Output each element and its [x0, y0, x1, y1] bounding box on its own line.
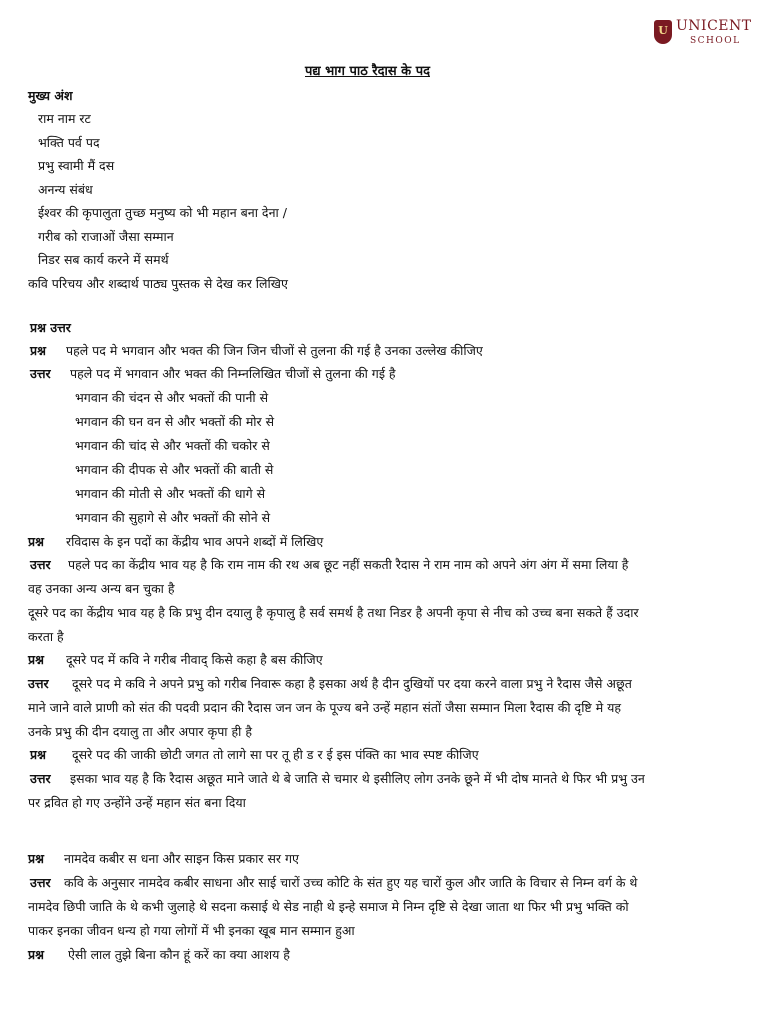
qa-label: प्रश्न [28, 652, 44, 667]
qa-line [28, 533, 323, 551]
qa-line [30, 365, 396, 383]
qa-label: उत्तर [28, 676, 49, 691]
qa-text: इसका भाव यह है कि रैदास अछूत माने जाते थे बे जाति से चमार थे इसीलिए लोग उनके छूने में भी दोष मानते थे फिर भी प्रभु उन [70, 771, 645, 786]
text-line: भगवान की दीपक से और भक्तों की बाती से [75, 462, 274, 477]
text-line: प्रभु स्वामी मैं दस [38, 158, 115, 173]
qa-line [30, 874, 637, 892]
text-line: भगवान की घन वन से और भक्तों की मोर से [75, 414, 275, 429]
logo-name: UNICENT [676, 18, 752, 34]
text-line: ईश्वर की कृपालुता तुच्छ मनुष्य को भी महान बना देना / [38, 205, 287, 220]
text-line: माने जाने वाले प्राणी को संत की पदवी प्रदान की रैदास जन जन के पूज्य बने उन्हें महान संतों जैसा सम्मान मिला रैदास की दृष्टि मे यह [28, 700, 622, 715]
qa-label: प्रश्न [28, 947, 44, 962]
school-logo [652, 18, 752, 52]
logo-subtitle: SCHOOL [690, 36, 741, 46]
qa-line [28, 850, 299, 868]
text-line: नामदेव छिपी जाति के थे कभी जुलाहे थे सदना कसाई थे सेड नाही थे इन्हे समाज मे निम्न दृष्टि से देखा जाता था फिर भी प्रभु भक्ति को [28, 899, 629, 914]
shield-icon: U [654, 20, 672, 44]
qa-text: पहले पद का केंद्रीय भाव यह है कि राम नाम की रथ अब छूट नहीं सकती रैदास ने राम नाम को अपने अंग अंग में समा लिया है [68, 557, 629, 572]
text-line: अनन्य संबंध [38, 182, 93, 197]
text-line: भगवान की मोती से और भक्तों की धागे से [75, 486, 266, 501]
text-line: गरीब को राजाओं जैसा सम्मान [38, 229, 174, 244]
qa-text: दूसरे पद की जाकी छोटी जगत तो लागे सा पर तू ही ड र ई इस पंक्ति का भाव स्पष्ट कीजिए [72, 747, 479, 762]
qa-line [28, 946, 290, 964]
text-line: भगवान की चंदन से और भक्तों की पानी से [75, 390, 269, 405]
text-line: वह उनका अन्य अन्य बन चुका है [28, 581, 175, 596]
text-line: कवि परिचय और शब्दार्थ पाठ्य पुस्तक से देख कर लिखिए [28, 276, 288, 291]
qa-line [30, 342, 483, 360]
qa-line [28, 675, 632, 693]
qa-line [30, 770, 645, 788]
text-line: निडर सब कार्य करने में समर्थ [38, 252, 169, 267]
text-line: उनके प्रभु की दीन दयालु ता और अपार कृपा ही है [28, 724, 252, 739]
qa-text: पहले पद में भगवान और भक्त की निम्नलिखित चीजों से तुलना की गई है [70, 366, 396, 381]
qa-text: दूसरे पद मे कवि ने अपने प्रभु को गरीब निवारू कहा है इसका अर्थ है दीन दुखियों पर दया करने वाला प्रभु ने रैदास जैसे अछूत [72, 676, 632, 691]
qa-label: प्रश्न [30, 747, 46, 762]
qa-text: रविदास के इन पदों का केंद्रीय भाव अपने शब्दों में लिखिए [66, 534, 324, 549]
text-line: भगवान की सुहागे से और भक्तों की सोने से [75, 510, 271, 525]
text-line: भगवान की चांद से और भक्तों की चकोर से [75, 438, 270, 453]
text-line: मुख्य अंश [28, 88, 73, 103]
qa-label: प्रश्न [28, 851, 44, 866]
qa-text: ऐसी लाल तुझे बिना कौन हूं करें का क्या आशय है [68, 947, 290, 962]
qa-line [30, 556, 628, 574]
page-title: पद्य भाग पाठ रैदास के पद [305, 64, 430, 79]
qa-label: उत्तर [30, 875, 51, 890]
qa-line [30, 746, 479, 764]
qa-text: नामदेव कबीर स धना और साइन किस प्रकार सर गए [64, 851, 299, 866]
text-line: पर द्रवित हो गए उन्होंने उन्हें महान संत बना दिया [28, 795, 246, 810]
qa-label: उत्तर [30, 557, 51, 572]
qa-line [28, 651, 323, 669]
qa-label: प्रश्न [30, 343, 46, 358]
qa-text: दूसरे पद में कवि ने गरीब नीवाद् किसे कहा है बस कीजिए [66, 652, 323, 667]
text-line: पाकर इनका जीवन धन्य हो गया लोगों में भी इनका खूब मान सम्मान हुआ [28, 923, 355, 938]
qa-text: पहले पद मे भगवान और भक्त की जिन जिन चीजों से तुलना की गई है उनका उल्लेख कीजिए [66, 343, 483, 358]
text-line: प्रश्न उत्तर [30, 320, 71, 335]
text-line: राम नाम रट [38, 111, 91, 126]
qa-label: उत्तर [30, 771, 51, 786]
text-line: दूसरे पद का केंद्रीय भाव यह है कि प्रभु दीन दयालु है कृपालु है सर्व समर्थ है तथा निडर है अपनी कृपा से नीच को उच्च बना सकते हैं उदार [28, 605, 639, 620]
qa-label: उत्तर [30, 366, 51, 381]
text-line: भक्ति पर्व पद [38, 135, 100, 150]
qa-text: कवि के अनुसार नामदेव कबीर साधना और साई चारों उच्च कोटि के संत हुए यह चारों कुल और जाति के विचार से निम्न वर्ग के थे [64, 875, 638, 890]
text-line: करता है [28, 629, 64, 644]
qa-label: प्रश्न [28, 534, 44, 549]
